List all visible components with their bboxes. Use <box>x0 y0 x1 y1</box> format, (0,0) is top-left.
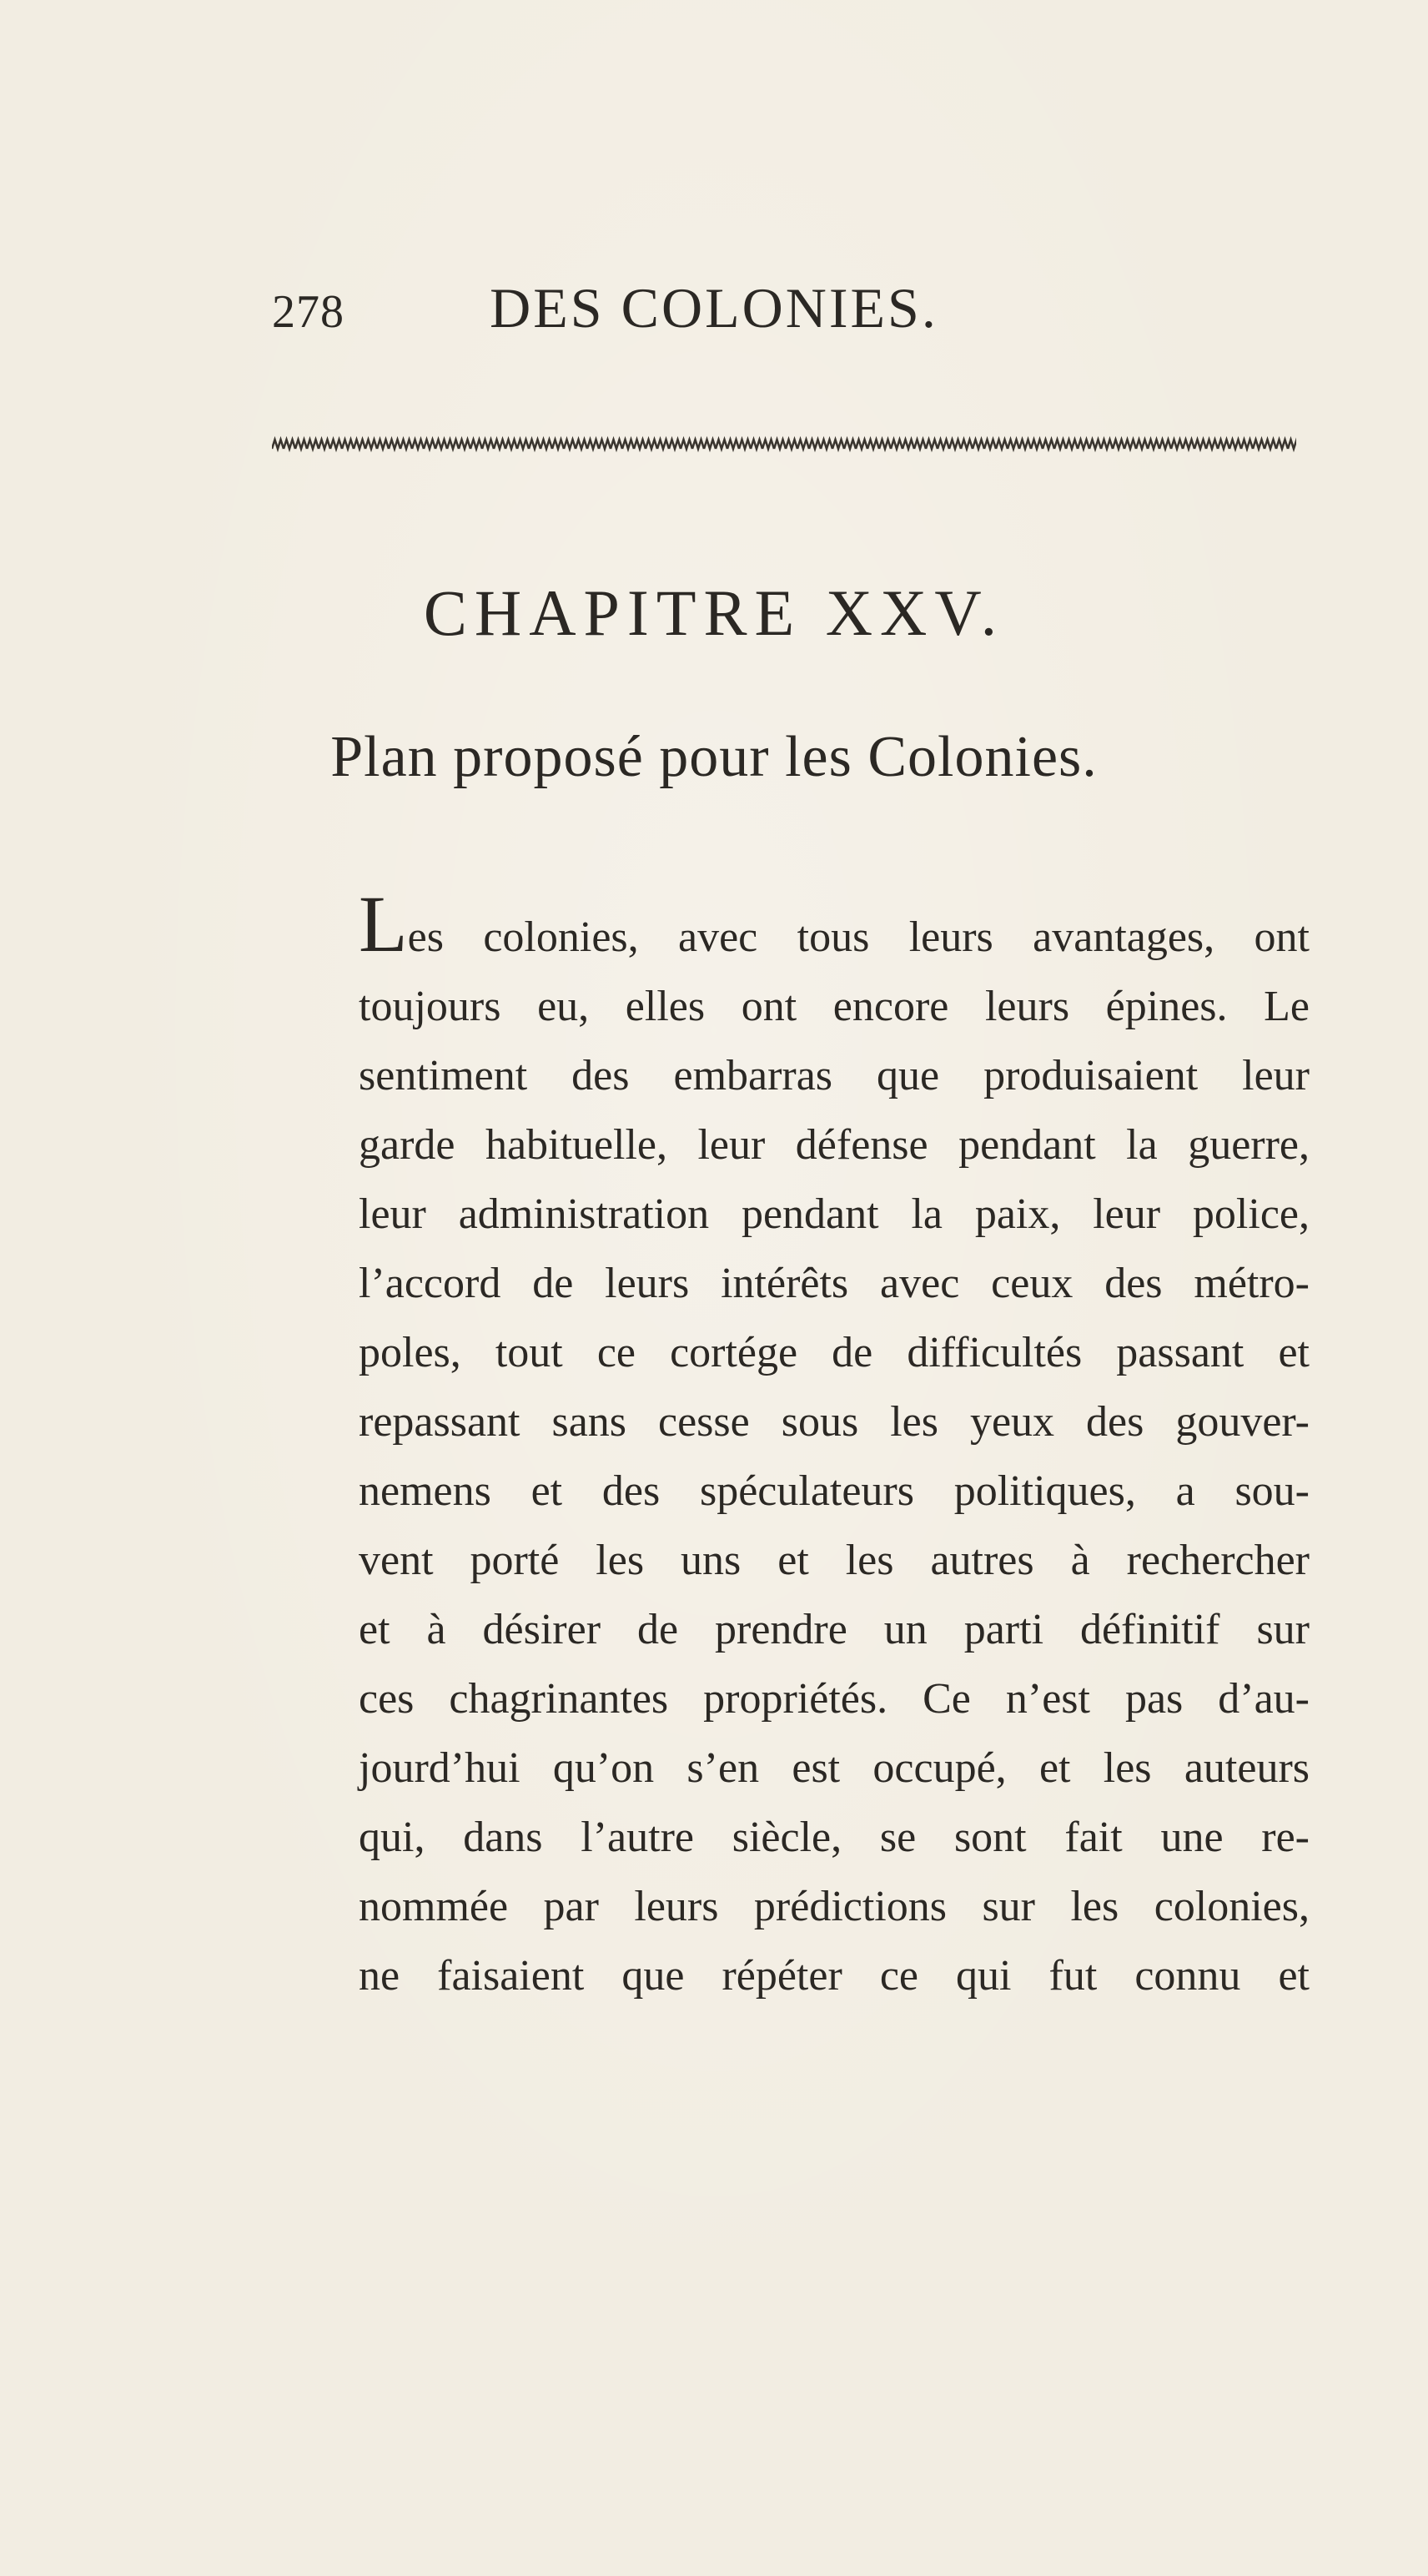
text-line: et à désirer de prendre un parti définitif sur <box>359 1606 1310 1653</box>
chapter-subtitle: Plan proposé pour les Colonies. <box>330 725 1098 789</box>
text-line: garde habituelle, leur défense pendant la guerre, <box>359 1121 1310 1169</box>
text-line: ne faisaient que répéter ce qui fut connu et <box>359 1952 1310 2000</box>
text-line: l’accord de leurs intérêts avec ceux des métro- <box>359 1260 1310 1307</box>
text-line: poles, tout ce cortége de difficultés passant et <box>359 1329 1310 1376</box>
running-header <box>272 275 1356 350</box>
text-line: qui, dans l’autre siècle, se sont fait une re- <box>359 1814 1310 1861</box>
body-paragraph <box>359 879 1310 2010</box>
text-line: sentiment des embarras que produisaient leur <box>359 1052 1310 1099</box>
drop-initial: L <box>359 879 408 969</box>
ornamental-rule <box>272 435 1296 454</box>
text-line: repassant sans cesse sous les yeux des gouver- <box>359 1398 1310 1446</box>
text-line: vent porté les uns et les autres à rechercher <box>359 1537 1310 1584</box>
text-line: ces chagrinantes propriétés. Ce n’est pas d’au- <box>359 1675 1310 1723</box>
text-line: leur administration pendant la paix, leur police, <box>359 1190 1310 1238</box>
running-title: DES COLONIES. <box>490 276 938 340</box>
text-line <box>359 879 1310 972</box>
text-line: jourd’hui qu’on s’en est occupé, et les auteurs <box>359 1744 1310 1792</box>
first-line-text: es colonies, avec tous leurs avantages, ont <box>407 913 1310 961</box>
page-number: 278 <box>272 286 344 338</box>
text-line: nemens et des spéculateurs politiques, a sou- <box>359 1467 1310 1515</box>
text-line: nommée par leurs prédictions sur les colonies, <box>359 1883 1310 1930</box>
text-line: toujours eu, elles ont encore leurs épines. Le <box>359 983 1310 1030</box>
chapter-heading: CHAPITRE XXV. <box>423 576 1005 649</box>
